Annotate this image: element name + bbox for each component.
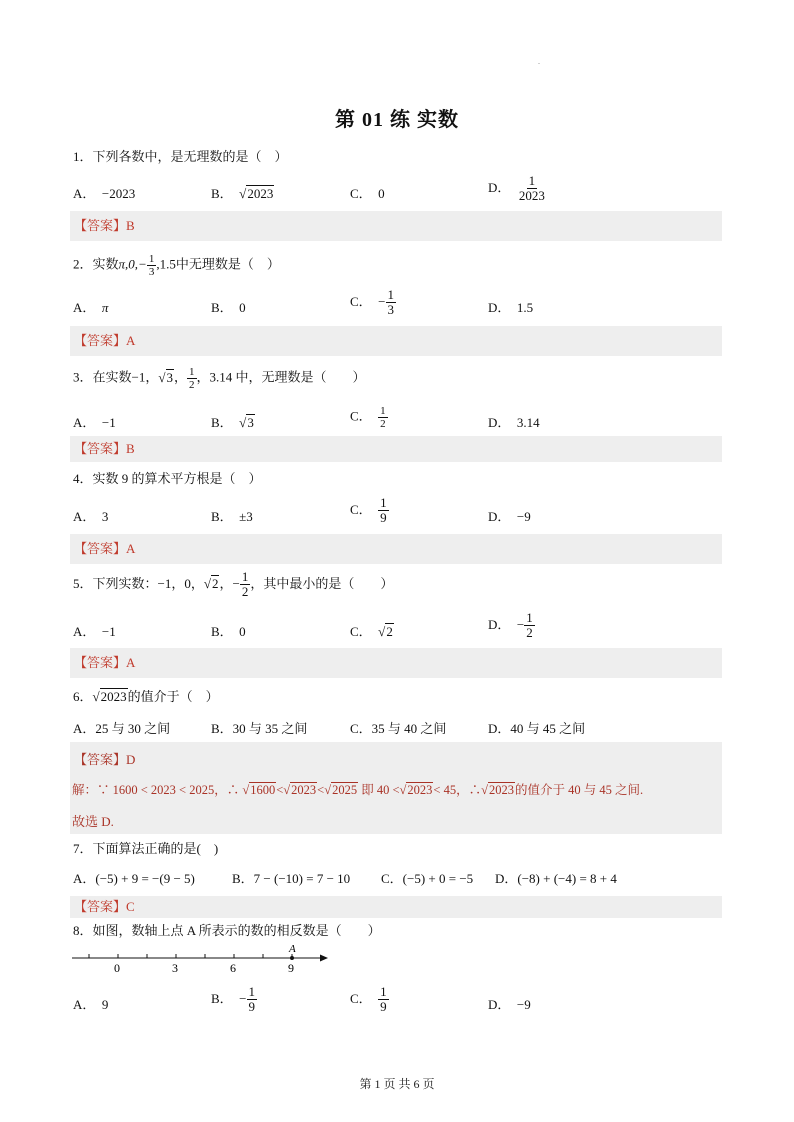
- number-line-arrow: [320, 955, 328, 962]
- q8-option-d: D． −9: [488, 997, 531, 1012]
- q2-answer: 【答案】A: [70, 326, 722, 356]
- q4-option-c: C． $\frac{1}{9}$: [350, 495, 387, 526]
- tick-label-0: 0: [114, 961, 120, 975]
- page-title: 第 01 练 实数: [335, 109, 459, 131]
- q4-option-a: A． 3: [73, 509, 109, 524]
- q5-option-a: A． −1: [73, 624, 116, 639]
- q7-option-d: D．(−8) + (−4) = 8 + 4: [495, 871, 617, 886]
- q1-option-b: B． √2023: [211, 186, 274, 201]
- number-line: [68, 940, 338, 976]
- page-footer: 第 1 页 共 6 页: [359, 1077, 435, 1091]
- question-7-stem: 7．下面算法正确的是( ): [73, 841, 219, 856]
- q6-solution-line1: 解：∵ 1600 < 2023 < 2025，∴ √1600<√2023<√2025 即 40 <√2023< 45，∴√2023的值介于 40 与 45 之间.: [72, 783, 644, 797]
- question-2-stem: 2．实数π,0,− $\frac{1}{3}$ ,1.5中无理数是（ ）: [73, 253, 280, 279]
- q3-answer: 【答案】B: [70, 436, 722, 462]
- question-8-stem: 8．如图，数轴上点 A 所表示的数的相反数是（ ）: [73, 923, 381, 938]
- question-5-stem: 5．下列实数：−1，0，√2，− $\frac{1}{2}$ ，其中最小的是（ ）: [73, 569, 394, 600]
- q2-option-c: C． − $\frac{1}{3}$: [350, 287, 395, 318]
- q5-option-b: B． 0: [211, 624, 246, 639]
- q6-option-b: B．30 与 35 之间: [211, 721, 308, 736]
- q6-option-a: A．25 与 30 之间: [73, 721, 171, 736]
- q4-option-b: B． ±3: [211, 509, 253, 524]
- q6-option-d: D．40 与 45 之间: [488, 721, 586, 736]
- q5-option-d: D． − $\frac{1}{2}$: [488, 610, 533, 641]
- q8-option-b: B． − $\frac{1}{9}$: [211, 984, 256, 1015]
- tick-label-9: 9: [288, 961, 294, 975]
- header-mark: .: [538, 57, 540, 66]
- q7-answer: 【答案】C: [70, 896, 722, 918]
- q4-option-d: D． −9: [488, 509, 531, 524]
- q6-answer: 【答案】D: [74, 752, 136, 767]
- question-6-stem: 6．√2023的值介于（ ）: [73, 689, 219, 704]
- tick-label-6: 6: [230, 961, 236, 975]
- q3-option-a: A． −1: [73, 415, 116, 430]
- q7-option-b: B．7 − (−10) = 7 − 10: [232, 871, 351, 886]
- q7-option-c: C．(−5) + 0 = −5: [381, 871, 474, 886]
- q1-answer: 【答案】B: [70, 211, 722, 241]
- q8-option-c: C． $\frac{1}{9}$: [350, 984, 387, 1015]
- q6-solution-line2: 故选 D.: [72, 814, 114, 829]
- q1-option-a: A． −2023: [73, 186, 136, 201]
- question-1-stem: 1．下列各数中，是无理数的是（ ）: [73, 149, 288, 164]
- q3-option-c: C． $\frac{1}{2}$: [350, 405, 386, 431]
- q5-option-c: C． √2: [350, 624, 393, 639]
- q1-option-c: C． 0: [350, 186, 385, 201]
- question-3-stem: 3．在实数−1，√3， $\frac{1}{2}$ ，3.14 中，无理数是（ ）: [73, 366, 366, 392]
- tick-label-3: 3: [172, 961, 178, 975]
- question-4-stem: 4．实数 9 的算术平方根是（ ）: [73, 471, 262, 486]
- q3-option-b: B． √3: [211, 415, 254, 430]
- q2-option-a: A． π: [73, 300, 109, 315]
- point-a-dot: [290, 956, 294, 960]
- q6-option-c: C．35 与 40 之间: [350, 721, 447, 736]
- q7-option-a: A．(−5) + 9 = −(9 − 5): [73, 871, 195, 886]
- point-a-label: A: [289, 943, 296, 955]
- q3-option-d: D． 3.14: [488, 415, 540, 430]
- q2-option-d: D． 1.5: [488, 300, 534, 315]
- q5-answer: 【答案】A: [70, 648, 722, 678]
- q2-option-b: B． 0: [211, 300, 246, 315]
- q8-option-a: A． 9: [73, 997, 109, 1012]
- q1-option-d: D． $\frac{1}{2023}$: [488, 173, 545, 204]
- q4-answer: 【答案】A: [70, 534, 722, 564]
